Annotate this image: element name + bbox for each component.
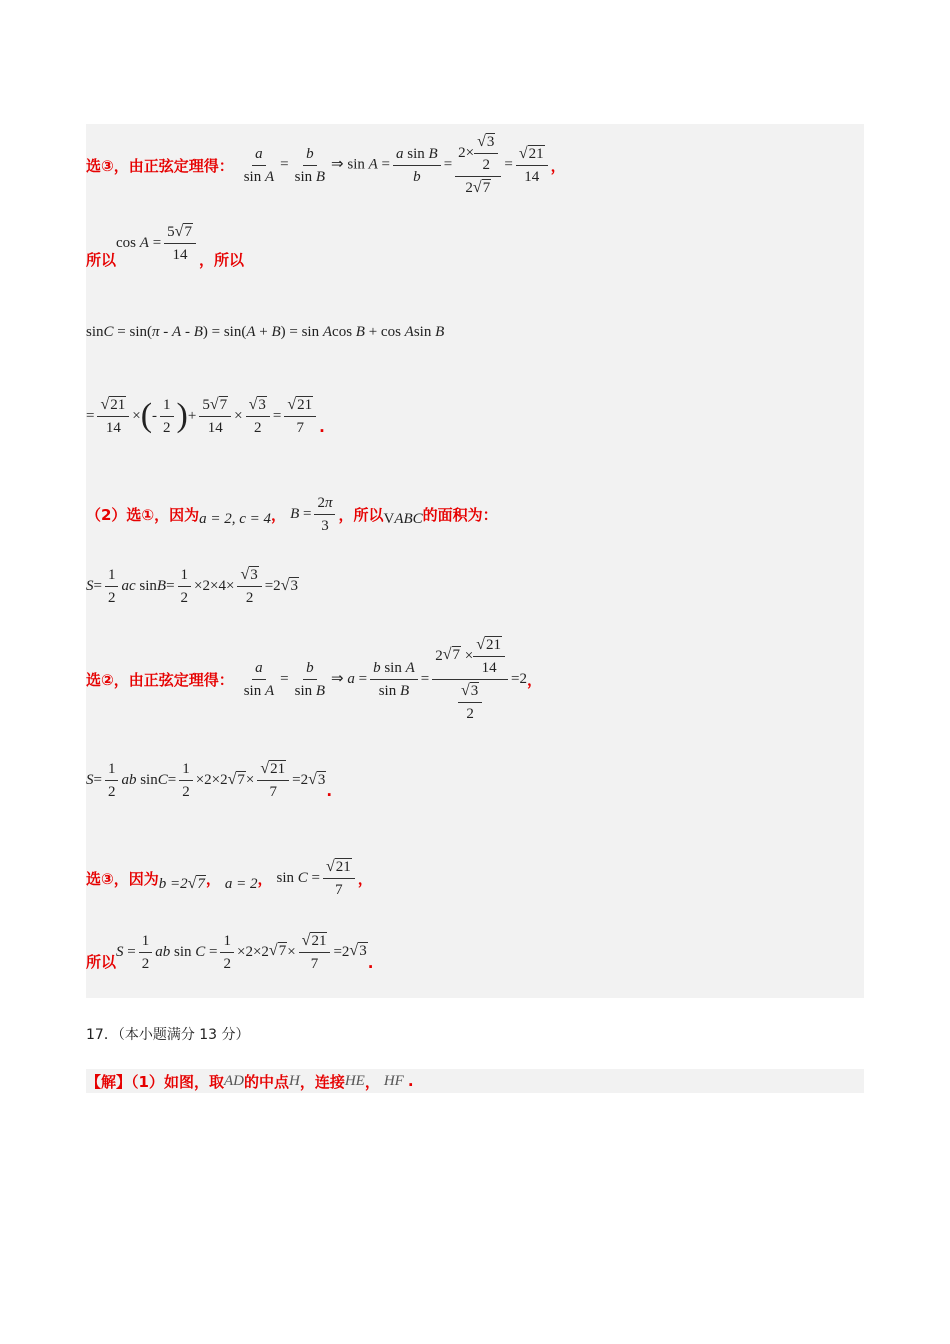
angle-B: B = $\frac{2\pi}{3}$ xyxy=(290,493,338,536)
sinC-formula: sinC = sin(π - A - B) = sin(A + B) = sin Acos B + cos Asin B xyxy=(86,323,445,340)
ratio-equation: $\frac{a}{\text{sin A}}$ = $\frac{b}{\text{sin B}}$ ⇒ sin A = $\frac{\text{a sin B}}{b}$ = 2× √ 3 2 2 √ 7 = √ 21 14 xyxy=(238,132,551,198)
given-a-sep: ， xyxy=(257,869,273,888)
given-sep: ， xyxy=(271,505,287,524)
choice2-line xyxy=(86,632,542,726)
given-b-sep: ， xyxy=(205,869,221,888)
choice3-sine-law-line xyxy=(86,125,566,205)
given-sinC: sin C = √ 21 7 xyxy=(277,857,358,900)
segment-sep: ， xyxy=(364,1072,380,1091)
sinC-period: . xyxy=(319,418,325,436)
cosA-line xyxy=(86,222,244,276)
question17-solution-line xyxy=(86,1069,414,1093)
solution-label: 【解】（1）如图，取 xyxy=(86,1072,224,1091)
cosA-prefix: 所以 xyxy=(86,251,117,269)
choice3-comma: ， xyxy=(550,156,566,175)
triangle-name: VABC xyxy=(383,510,423,527)
sinC-expansion xyxy=(86,320,444,344)
part2-label: （2）选①，因为 xyxy=(86,505,200,524)
area2-formula: S = $\frac{1}{2}$ ab sin C = $\frac{1}{2}$ ×2×2 √ 7 × √ 21 7 =2 √ 3 . xyxy=(86,759,333,800)
area3-line xyxy=(86,926,373,978)
given-a: a = 2 xyxy=(224,875,258,892)
choice2-equation: $\frac{a}{\text{sin A}}$ = $\frac{b}{\text{sin B}}$ ⇒ a = $\frac{\text{b sin A}}{\text{sin B}}$ = 2 √ 7 × √ 21 14 √ 3 2 =2 xyxy=(243,635,527,722)
choice3-given-tail: ， xyxy=(357,869,373,888)
cosA-equation: cos A = 5 √ 7 14 xyxy=(116,222,199,265)
solution-period: . xyxy=(407,1072,414,1090)
given-ac: a = 2, c = 4 xyxy=(199,510,272,527)
sinC-value: = √ 21 14 × ( - $\frac{1}{2}$ ) + 5 √ 7 14 × √ 3 2 = √ 21 7 . xyxy=(86,395,325,436)
area3-prefix: 所以 xyxy=(86,953,117,971)
choice3-label: 选③，由正弦定理得： xyxy=(86,156,234,175)
segment-AD: AD xyxy=(223,1072,244,1089)
choice2-label: 选②，由正弦定理得： xyxy=(86,670,234,689)
area3-formula: S = $\frac{1}{2}$ ab sin C = $\frac{1}{2}$ ×2×2 √ 7 × √ 21 7 =2 √ 3 xyxy=(116,931,367,972)
part2-tail-b: 的面积为： xyxy=(422,505,498,524)
part2-tail-a: ，所以 xyxy=(338,505,384,524)
midpoint-text: 的中点 xyxy=(243,1072,289,1091)
choice3-given-line xyxy=(86,852,373,904)
part2-choice1-line xyxy=(86,488,498,540)
choice3-given-label: 选③，因为 xyxy=(86,869,159,888)
connect-text: ，连接 xyxy=(299,1072,345,1091)
segment-HE: HE xyxy=(344,1072,365,1089)
segment-HF: HF xyxy=(383,1072,404,1089)
choice2-comma: ， xyxy=(527,670,543,689)
question17-heading: 17．（本小题满分 13 分） xyxy=(86,1027,250,1043)
area3-period: . xyxy=(367,954,374,972)
point-H: H xyxy=(288,1072,300,1089)
cosA-suffix: ，所以 xyxy=(198,251,244,269)
given-b: b =2 √ 7 xyxy=(158,875,205,892)
area2-period: . xyxy=(326,782,333,800)
area1-formula: S = $\frac{1}{2}$ ac sin B = $\frac{1}{2}$ ×2×4× √ 3 2 =2 √ 3 xyxy=(86,565,298,606)
